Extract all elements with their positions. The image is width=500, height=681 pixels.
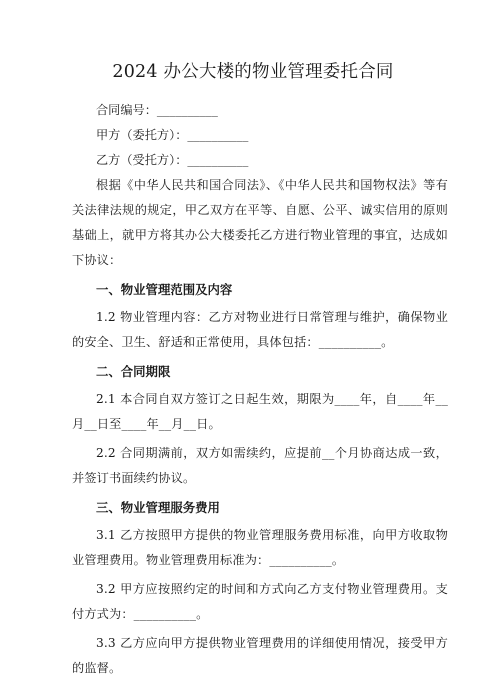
clause-3-3: 3.3 乙方应向甲方提供物业管理费用的详细使用情况，接受甲方的监督。 xyxy=(72,636,448,675)
contract-number-field: 合同编号：__________ xyxy=(96,103,218,117)
clause-2-2: 2.2 合同期满前，双方如需续约，应提前__个月协商达成一致，并签订书面续约协议。 xyxy=(72,446,448,485)
document-title: 2024 办公大楼的物业管理委托合同 xyxy=(112,62,394,82)
clause-3-2: 3.2 甲方应按照约定的时间和方式向乙方支付物业管理费用。支付方式为：__________。 xyxy=(72,582,448,621)
section-heading-term: 二、合同期限 xyxy=(96,364,171,379)
section-heading-scope: 一、物业管理范围及内容 xyxy=(96,282,233,297)
party-b-field: 乙方（受托方）：__________ xyxy=(96,153,249,167)
clause-1-2: 1.2 物业管理内容：乙方对物业进行日常管理与维护，确保物业的安全、卫生、舒适和正常使用，具体包括：__________。 xyxy=(72,310,448,349)
clause-3-1: 3.1 乙方按照甲方提供的物业管理服务费用标准，向甲方收取物业管理费用。物业管理费用标准为：__________。 xyxy=(72,528,448,567)
party-a-field: 甲方（委托方）：__________ xyxy=(96,128,249,142)
clause-2-1: 2.1 本合同自双方签订之日起生效，期限为____年，自____年__月__日至____年__月__日。 xyxy=(72,392,448,431)
section-heading-fees: 三、物业管理服务费用 xyxy=(96,500,220,515)
intro-paragraph: 根据《中华人民共和国合同法》、《中华人民共和国物权法》等有关法律法规的规定，甲乙双方在平等、自愿、公平、诚实信用的原则基础上，就甲方将其办公大楼委托乙方进行物业管理的事宜，达成如下协议： xyxy=(72,178,448,267)
